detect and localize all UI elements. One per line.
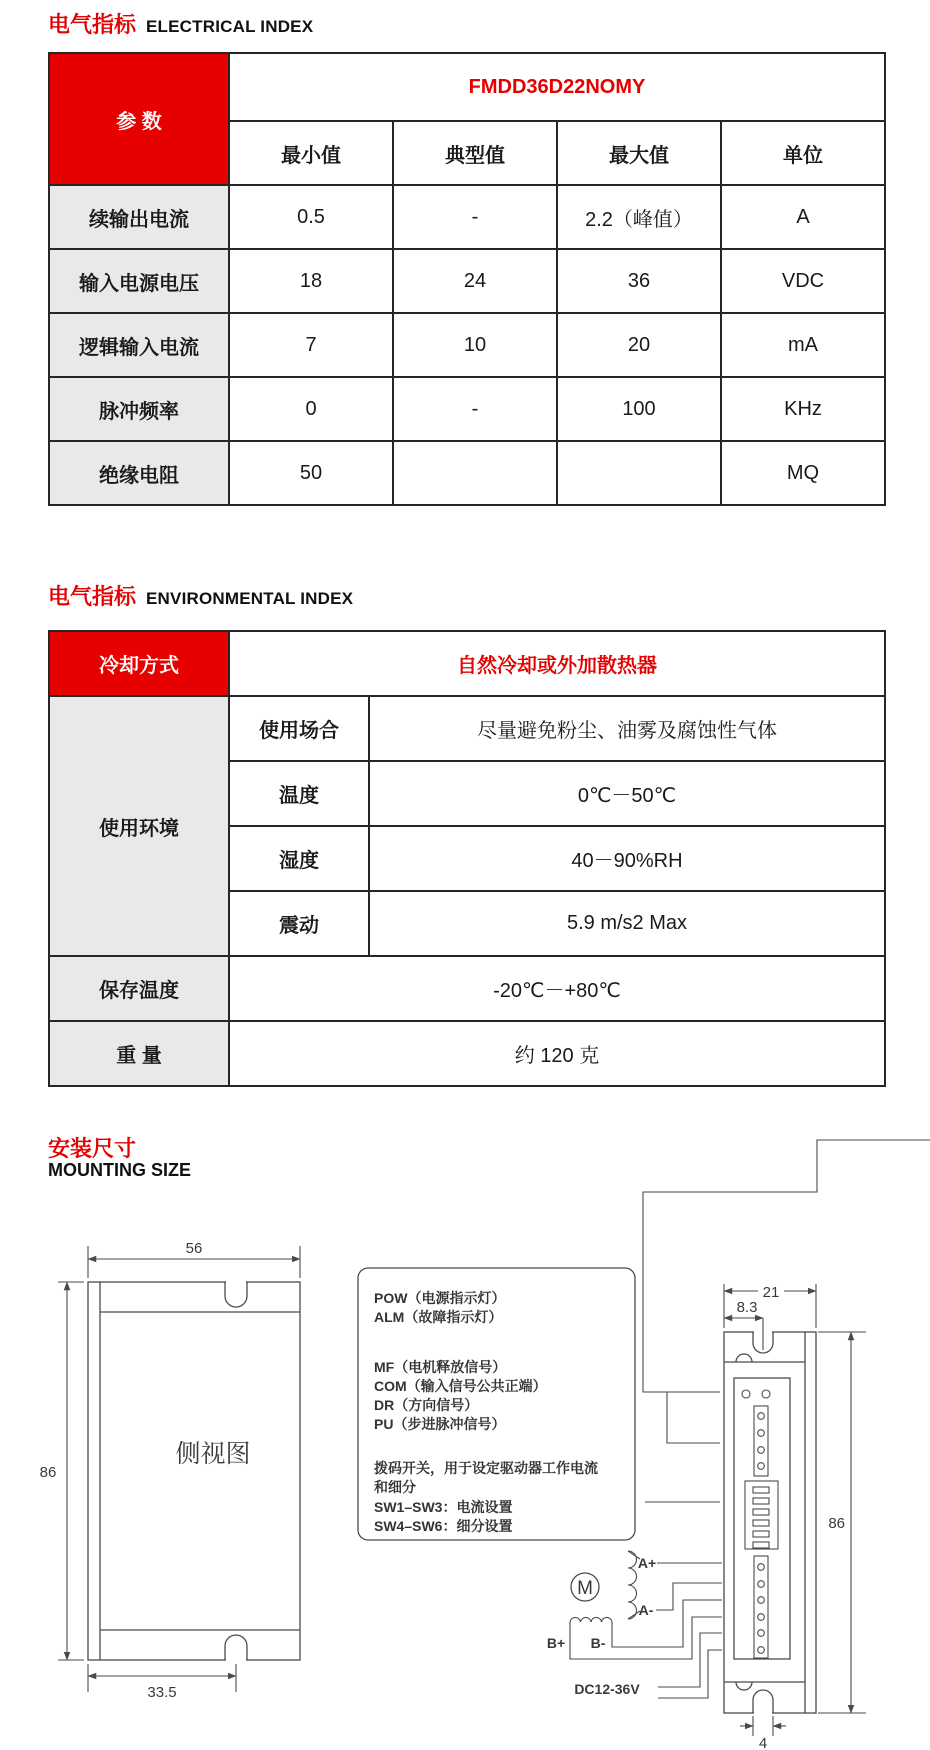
front-top-hole-arc <box>736 1354 752 1362</box>
electrical-table <box>48 52 886 506</box>
row-unit: A <box>721 185 885 249</box>
env-row-name: 使用场合 <box>229 696 369 761</box>
side-view-outline <box>88 1282 300 1660</box>
leader-led <box>643 1140 930 1392</box>
row-unit: mA <box>721 313 885 377</box>
env-row-value: 5.9 m/s2 Max <box>369 891 885 956</box>
side-bottom-notch <box>225 1635 247 1660</box>
row-max <box>557 441 721 505</box>
env-row-name: 温度 <box>229 761 369 826</box>
front-bottom-hole-arc <box>736 1682 752 1690</box>
row-name: 绝缘电阻 <box>49 441 229 505</box>
annotation-box <box>358 1268 635 1540</box>
table-row <box>49 1021 885 1086</box>
motor-wiring <box>547 1551 722 1698</box>
note-pow: POW（电源指示灯） <box>374 1290 506 1306</box>
row-typ: 24 <box>393 249 557 313</box>
phase-a-coil <box>628 1551 637 1619</box>
leader-lines <box>643 1140 930 1502</box>
mounting-title-en: MOUNTING SIZE <box>48 1160 191 1180</box>
a-plus-label: A+ <box>637 1555 657 1571</box>
leader-signal-connector <box>667 1392 720 1443</box>
env-row-name: 湿度 <box>229 826 369 891</box>
col-header-max: 最大值 <box>557 121 721 185</box>
env-row-name: 震动 <box>229 891 369 956</box>
weight-value: 约 120 克 <box>229 1021 885 1086</box>
row-unit: KHz <box>721 377 885 441</box>
phase-b-coil <box>570 1617 612 1622</box>
environmental-title-zh: 电气指标 <box>48 584 137 609</box>
mounting-title-zh: 安装尺寸 <box>48 1136 137 1161</box>
table-row <box>49 185 885 249</box>
environmental-section-title <box>48 580 353 611</box>
cooling-value-cell: 自然冷却或外加散热器 <box>229 631 885 696</box>
row-typ <box>393 441 557 505</box>
table-row <box>49 313 885 377</box>
col-header-typ: 典型值 <box>393 121 557 185</box>
row-min: 7 <box>229 313 393 377</box>
note-sw4: SW4–SW6：细分设置 <box>374 1518 513 1534</box>
note-dip-2: 和细分 <box>374 1479 416 1495</box>
side-view-label: 侧视图 <box>175 1440 251 1468</box>
row-name: 续输出电流 <box>49 185 229 249</box>
row-typ: - <box>393 377 557 441</box>
row-unit: MQ <box>721 441 885 505</box>
row-min: 0 <box>229 377 393 441</box>
table-row <box>49 441 885 505</box>
table-row <box>49 696 885 761</box>
a-minus-label: A- <box>638 1602 654 1618</box>
row-name: 输入电源电压 <box>49 249 229 313</box>
table-row <box>49 956 885 1021</box>
dc-power-label: DC12-36V <box>574 1681 640 1697</box>
row-name: 脉冲频率 <box>49 377 229 441</box>
alm-led <box>762 1390 770 1398</box>
b-minus-label: B- <box>590 1635 606 1651</box>
env-row-value: 尽量避免粉尘、油雾及腐蚀性气体 <box>369 696 885 761</box>
dim-front-width: 21 <box>762 1284 780 1301</box>
dim-side-width: 56 <box>185 1240 203 1257</box>
front-view-drawing <box>724 1283 866 1750</box>
row-max: 100 <box>557 377 721 441</box>
storage-temp-value: -20℃－+80℃ <box>229 956 885 1021</box>
env-row-value: 0℃－50℃ <box>369 761 885 826</box>
power-connector <box>754 1556 768 1658</box>
dim-front-notch: 8.3 <box>736 1299 758 1316</box>
b-plus-label: B+ <box>546 1635 566 1651</box>
electrical-title-zh: 电气指标 <box>48 12 137 37</box>
row-typ: 10 <box>393 313 557 377</box>
note-dr: DR（方向信号） <box>374 1397 479 1413</box>
row-min: 18 <box>229 249 393 313</box>
mounting-drawing <box>0 1100 930 1750</box>
electrical-title-en: ELECTRICAL INDEX <box>146 17 314 36</box>
note-sw1: SW1–SW3：电流设置 <box>374 1499 513 1515</box>
row-max: 2.2（峰值） <box>557 185 721 249</box>
wire-dc-minus <box>658 1650 722 1698</box>
note-pu: PU（步进脉冲信号） <box>374 1416 506 1432</box>
wire-a-minus <box>656 1583 722 1610</box>
storage-temp-label: 保存温度 <box>49 956 229 1021</box>
wire-dc-plus <box>658 1633 722 1687</box>
model-cell: FMDD36D22NOMY <box>229 53 885 121</box>
cooling-label-cell: 冷却方式 <box>49 631 229 696</box>
weight-label: 重 量 <box>49 1021 229 1086</box>
row-min: 50 <box>229 441 393 505</box>
electrical-section-title <box>48 8 313 39</box>
row-name: 逻辑输入电流 <box>49 313 229 377</box>
side-view-drawing <box>40 1240 300 1701</box>
col-header-unit: 单位 <box>721 121 885 185</box>
note-dip-1: 拨码开关，用于设定驱动器工作电流 <box>374 1460 598 1476</box>
environmental-title-en: ENVIRONMENTAL INDEX <box>146 589 354 608</box>
side-top-notch <box>225 1282 247 1307</box>
dim-front-height: 86 <box>828 1515 845 1532</box>
wire-b-minus <box>612 1600 722 1647</box>
environmental-table <box>48 630 886 1087</box>
dim-front-slot: 4 <box>758 1735 768 1750</box>
row-max: 36 <box>557 249 721 313</box>
col-header-min: 最小值 <box>229 121 393 185</box>
note-alm: ALM（故障指示灯） <box>374 1309 503 1325</box>
env-label-cell: 使用环境 <box>49 696 229 956</box>
note-mf: MF（电机释放信号） <box>374 1359 507 1375</box>
row-unit: VDC <box>721 249 885 313</box>
row-typ: - <box>393 185 557 249</box>
motor-label: M <box>577 1578 593 1599</box>
param-header-cell: 参 数 <box>49 53 229 185</box>
dim-side-height: 86 <box>39 1464 57 1481</box>
front-bottom-notch <box>753 1690 773 1713</box>
table-row <box>49 377 885 441</box>
pow-led <box>742 1390 750 1398</box>
table-row <box>49 249 885 313</box>
note-com: COM（输入信号公共正端） <box>374 1378 547 1394</box>
env-row-value: 40－90%RH <box>369 826 885 891</box>
row-min: 0.5 <box>229 185 393 249</box>
dim-side-slot: 33.5 <box>147 1684 177 1701</box>
row-max: 20 <box>557 313 721 377</box>
